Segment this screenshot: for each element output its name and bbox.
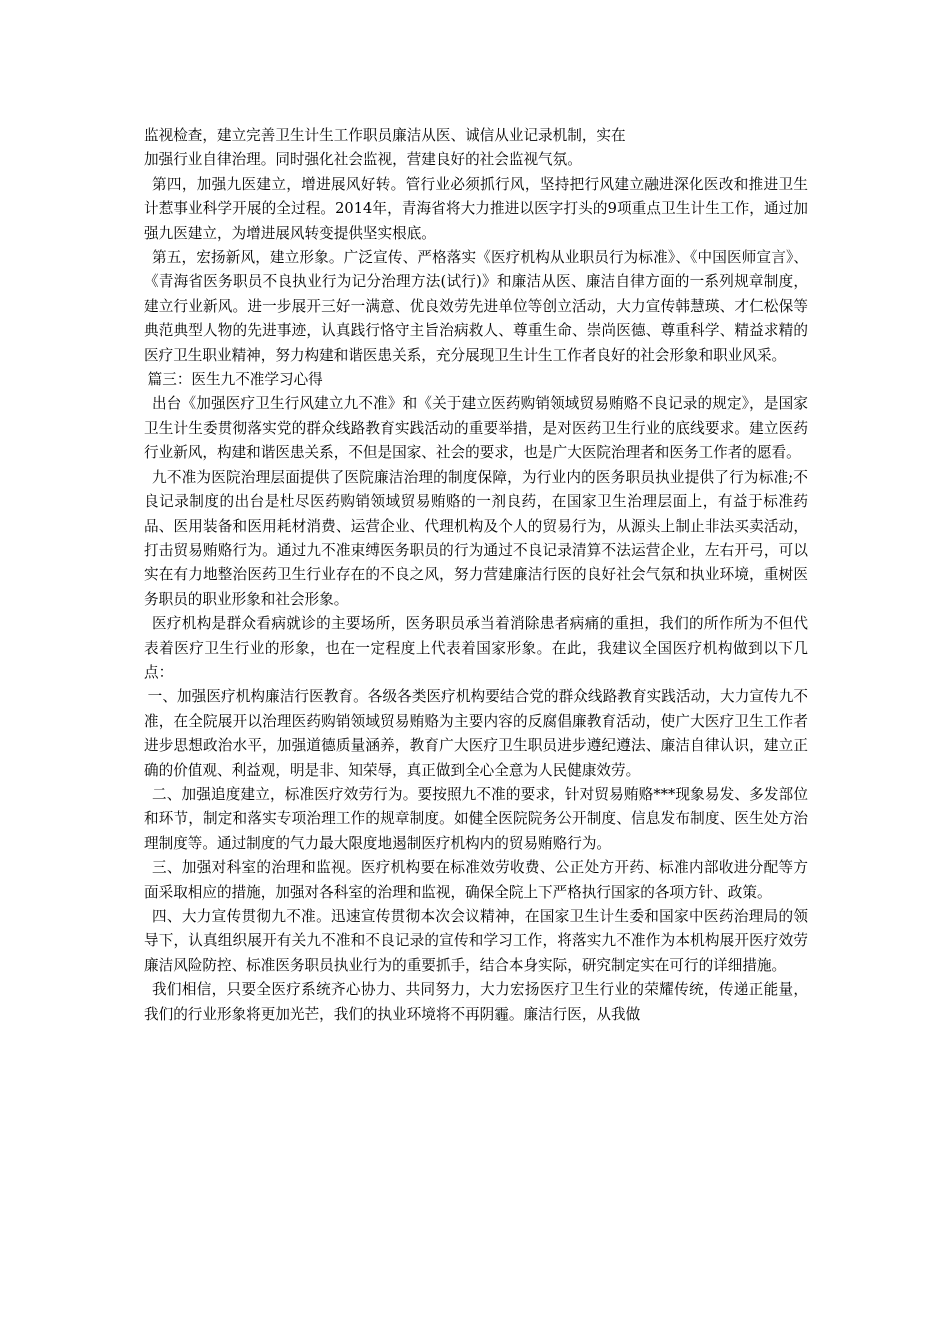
- section-heading: 篇三：医生九不准学习心得: [147, 371, 323, 389]
- list-item-4: 四、大力宣传贯彻九不准。迅速宣传贯彻本次会议精神，在国家卫生计生委和国家中医药治理局的领导下，认真组织展开有关九不准和不良记录的宣传和学习工作，将落实九不准作为本机构展开医疗效劳廉洁风险防控、标准医务职员执业行为的重要抓手，结合本身实际，研究制定实在可行的详细措施。: [144, 908, 808, 974]
- paragraph-nine-rules: 九不准为医院治理层面提供了医院廉洁治理的制度保障，为行业内的医务职员执业提供了行为标准;不良记录制度的出台是杜尽医药购销领域贸易贿赂的一剂良药，在国家卫生治理层面上，有益于标准药品、医用装备和医用耗材消费、运营企业、代理机构及个人的贸易行为，从源头上制止非法买卖活动，打击贸易贿赂行为。通过九不准束缚医务职员的行为通过不良记录清算不法运营企业，左右开弓，可以实在有力地整治医药卫生行业存在的不良之风，努力营建廉洁行医的良好社会气氛和执业环境，重树医务职员的职业形象和社会形象。: [144, 468, 808, 608]
- paragraph-medical-institutions: 医疗机构是群众看病就诊的主要场所，医务职员承当着消除患者病痛的重担，我们的所作所为不但代表着医疗卫生行业的形象，也在一定程度上代表着国家形象。在此，我建议全国医疗机构做到以下几点：: [144, 615, 808, 681]
- list-item-3: 三、加强对科室的治理和监视。医疗机构要在标准效劳收费、公正处方开药、标准内部收进分配等方面采取相应的措施，加强对各科室的治理和监视，确保全院上下严格执行国家的各项方针、政策。: [144, 859, 808, 901]
- paragraph-intro: 出台《加强医疗卫生行风建立九不准》和《关于建立医药购销领域贸易贿赂不良记录的规定》，是国家卫生计生委贯彻落实党的群众线路教育实践活动的重要举措，是对医药卫生行业的底线要求。建立医药行业新风，构建和谐医患关系，不但是国家、社会的要求，也是广大医院治理者和医务工作者的愿看。: [144, 395, 808, 462]
- paragraph-2: 加强行业自律治理。同时强化社会监视，营建良好的社会监视气氛。: [144, 151, 582, 169]
- list-item-1: 一、加强医疗机构廉洁行医教育。各级各类医疗机构要结合党的群众线路教育实践活动，大力宣传九不准，在全院展开以治理医药购销领域贸易贿赂为主要内容的反腐倡廉教育活动，使广大医疗卫生工作者进步思想政治水平，加强道德质量涵养，教育广大医疗卫生职员进步遵纪遵法、廉洁自律认识，建立正确的价值观、利益观，明是非、知荣辱，真正做到全心全意为人民健康效劳。: [144, 688, 808, 779]
- list-item-2: 二、加强追度建立，标准医疗效劳行为。要按照九不准的要求，针对贸易贿赂***现象易发、多发部位和环节，制定和落实专项治理工作的规章制度。如健全医院院务公开制度、信息发布制度、医生处方治理制度等。通过制度的气力最大限度地遏制医疗机构内的贸易贿赂行为。: [144, 785, 808, 852]
- paragraph-fifth-point: 第五，宏扬新风，建立形象。广泛宣传、严格落实《医疗机构从业职员行为标准》、《中国医师宣言》、《青海省医务职员不良执业行为记分治理方法(试行)》和廉洁从医、廉洁自律方面的一系列规章制度，建立行业新风。进一步展开三好一满意、优良效劳先进单位等创立活动，大力宣传韩慧瑛、才仁松保等典范典型人物的先进事迹，认真践行恪守主旨治病救人、尊重生命、崇尚医德、尊重科学、精益求精的医疗卫生职业精神，努力构建和谐医患关系，充分展现卫生计生工作者良好的社会形象和职业风采。: [144, 249, 808, 364]
- paragraph-fourth-point: 第四，加强九医建立，增进展风好转。管行业必须抓行风，坚持把行风建立融进深化医改和推进卫生计惹事业科学开展的全过程。2014年，青海省将大力推进以医字打头的9项重点卫生计生工作，通过加强九医建立，为增进展风转变提供坚实根底。: [144, 175, 808, 242]
- document-body: [144, 124, 808, 1027]
- paragraph-closing: 我们相信，只要全医疗系统齐心协力、共同努力，大力宏扬医疗卫生行业的荣耀传统，传递正能量，我们的行业形象将更加光芒，我们的执业环境将不再阴霾。廉洁行医，从我做: [144, 981, 808, 1023]
- paragraph-1: 监视检查，建立完善卫生计生工作职员廉洁从医、诚信从业记录机制，实在: [144, 127, 626, 144]
